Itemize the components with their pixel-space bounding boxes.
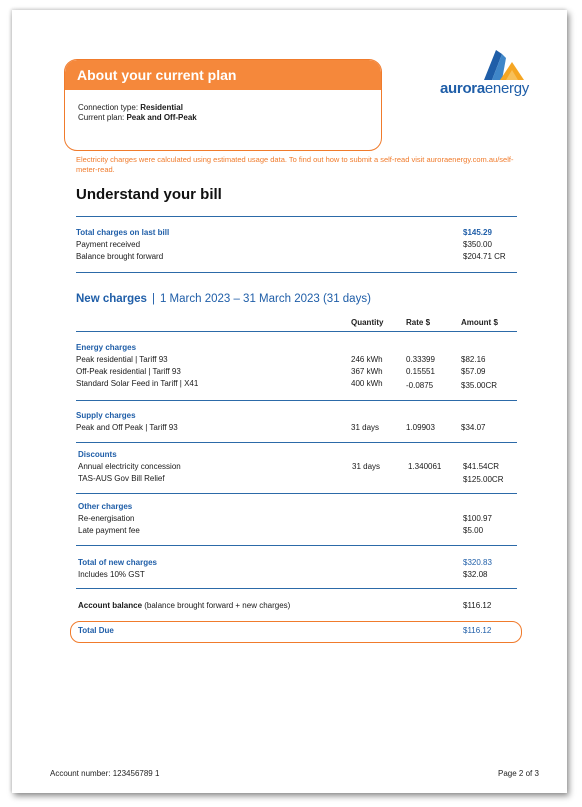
energy-row-amount: $57.09 bbox=[461, 367, 486, 376]
energy-row-rate: 0.33399 bbox=[406, 355, 435, 364]
other-row-amount: $5.00 bbox=[463, 526, 484, 535]
last-bill-label: Total charges on last bill bbox=[76, 228, 170, 237]
payment-label: Payment received bbox=[76, 240, 141, 249]
energy-row-qty: 400 kWh bbox=[351, 379, 383, 388]
supply-heading: Supply charges bbox=[76, 411, 136, 420]
account-balance-amount: $116.12 bbox=[463, 601, 492, 610]
section-title: Understand your bill bbox=[76, 186, 222, 203]
current-plan-box bbox=[64, 59, 382, 151]
divider bbox=[76, 588, 517, 589]
discount-row-amount: $125.00CR bbox=[463, 475, 504, 484]
bill-page bbox=[12, 10, 567, 793]
estimated-usage-notice: Electricity charges were calculated using estimated usage data. To find out how to submit a self-read visit auroraenergy.com.au/self-meter-read. bbox=[76, 155, 514, 174]
divider bbox=[76, 216, 517, 217]
gst-amount: $32.08 bbox=[463, 570, 488, 579]
balance-forward-amount: $204.71 CR bbox=[463, 252, 506, 261]
col-quantity: Quantity bbox=[351, 318, 384, 327]
current-plan: Current plan: Peak and Off-Peak bbox=[78, 113, 197, 122]
new-charges-heading: New charges | 1 March 2023 – 31 March 2023 (31 days) bbox=[76, 293, 371, 305]
logo-mark-icon bbox=[440, 44, 550, 84]
energy-row-label: Standard Solar Feed in Tariff | X41 bbox=[76, 379, 199, 388]
page-number: Page 2 of 3 bbox=[498, 769, 539, 778]
energy-heading: Energy charges bbox=[76, 343, 137, 352]
account-balance: Account balance (balance brought forward + new charges) bbox=[78, 601, 291, 610]
discount-row-rate: 1.340061 bbox=[408, 462, 442, 471]
energy-row-label: Off-Peak residential | Tariff 93 bbox=[76, 367, 181, 376]
last-bill-amount: $145.29 bbox=[463, 228, 492, 237]
gst-label: Includes 10% GST bbox=[78, 570, 145, 579]
supply-row-label: Peak and Off Peak | Tariff 93 bbox=[76, 423, 178, 432]
divider bbox=[76, 442, 517, 443]
other-heading: Other charges bbox=[78, 502, 133, 511]
total-due-label: Total Due bbox=[78, 626, 114, 635]
divider bbox=[76, 400, 517, 401]
energy-row-label: Peak residential | Tariff 93 bbox=[76, 355, 168, 364]
total-due-amount: $116.12 bbox=[463, 626, 492, 635]
divider bbox=[76, 545, 517, 546]
col-rate: Rate $ bbox=[406, 318, 431, 327]
divider bbox=[76, 331, 517, 332]
account-number: Account number: 123456789 1 bbox=[50, 769, 160, 778]
supply-row-qty: 31 days bbox=[351, 423, 380, 432]
divider bbox=[76, 493, 517, 494]
connection-type: Connection type: Residential bbox=[78, 103, 183, 112]
discount-row-amount: $41.54CR bbox=[463, 462, 500, 471]
plan-title: About your current plan bbox=[65, 60, 381, 90]
supply-row-rate: 1.09903 bbox=[406, 423, 435, 432]
discount-row-qty: 31 days bbox=[352, 462, 381, 471]
balance-forward-label: Balance brought forward bbox=[76, 252, 164, 261]
energy-row-rate: 0.15551 bbox=[406, 367, 435, 376]
total-new-amount: $320.83 bbox=[463, 558, 492, 567]
energy-row-qty: 367 kWh bbox=[351, 367, 383, 376]
energy-row-rate: -0.0875 bbox=[406, 381, 434, 390]
discount-row-label: Annual electricity concession bbox=[78, 462, 181, 471]
other-row-amount: $100.97 bbox=[463, 514, 492, 523]
energy-row-amount: $82.16 bbox=[461, 355, 486, 364]
total-new-label: Total of new charges bbox=[78, 558, 157, 567]
other-row-label: Re-energisation bbox=[78, 514, 135, 523]
col-amount: Amount $ bbox=[461, 318, 498, 327]
total-due-box bbox=[70, 621, 522, 643]
energy-row-amount: $35.00CR bbox=[461, 381, 498, 390]
divider bbox=[76, 272, 517, 273]
supply-row-amount: $34.07 bbox=[461, 423, 486, 432]
discounts-heading: Discounts bbox=[78, 450, 117, 459]
energy-row-qty: 246 kWh bbox=[351, 355, 383, 364]
other-row-label: Late payment fee bbox=[78, 526, 140, 535]
aurora-energy-logo bbox=[440, 44, 550, 99]
logo-wordmark: auroraenergy bbox=[440, 80, 529, 97]
discount-row-label: TAS-AUS Gov Bill Relief bbox=[78, 474, 165, 483]
payment-amount: $350.00 bbox=[463, 240, 492, 249]
plan-details bbox=[65, 90, 381, 123]
